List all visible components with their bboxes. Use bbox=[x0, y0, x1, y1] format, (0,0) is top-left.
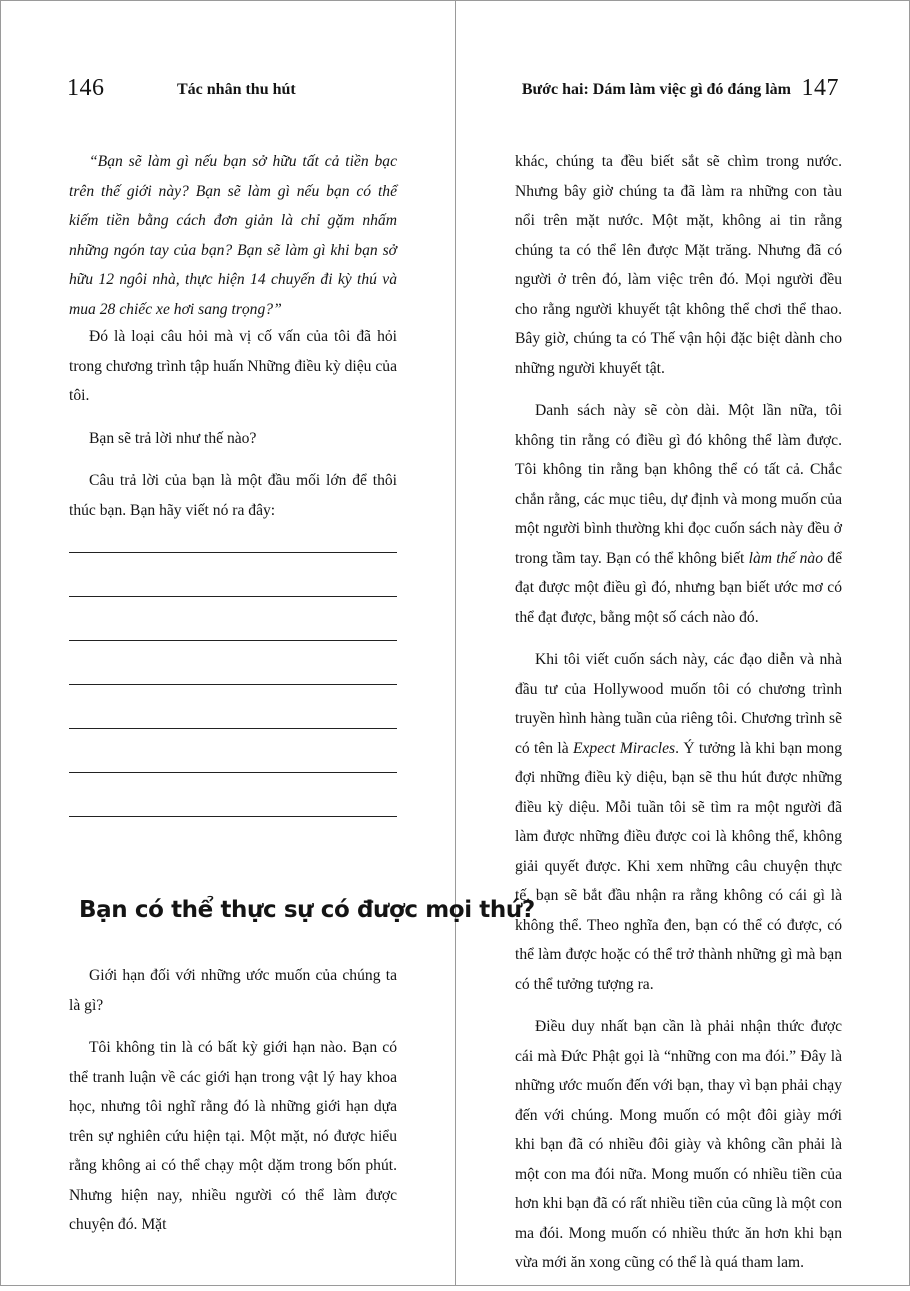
right-page bbox=[457, 1, 909, 1285]
paragraph: Danh sách này sẽ còn dài. Một lần nữa, tôi không tin rằng có điều gì đó không thể làm được. Tôi không tin rằng bạn không thể có tất cả. Chắc chắn rằng, các mục tiêu, dự định và mong muốn của một người bình thường khi đọc cuốn sách này đều ở trong tầm tay. Bạn có thể không biết làm thế nào để đạt được một điều gì đó, nhưng bạn biết ước mơ có thể đạt được, bằng một số cách nào đó. bbox=[515, 402, 842, 626]
paragraph: Tôi không tin là có bất kỳ giới hạn nào. Bạn có thể tranh luận về các giới hạn trong vật lý hay khoa học, nhưng tôi nghĩ rằng đó là những giới hạn dựa trên sự nghiên cứu hiện tại. Một mặt, nó được hiểu rằng không ai có thể chạy một dặm trong bốn phút. Nhưng hiện nay, nhiều người có thể làm được chuyện đó. Mặt bbox=[69, 1039, 397, 1233]
paragraph: Điều duy nhất bạn cần là phải nhận thức được cái mà Đức Phật gọi là “những con ma đói.” Đây là những ước muốn đến với bạn, thay vì bạn phải chạy đến với chúng. Mong muốn có một đôi giày mới khi bạn đã có nhiều đôi giày và không cần phải là một con ma đói nữa. Mong muốn có nhiều tiền của hơn khi bạn đã có rất nhiều tiền của cũng là một con ma đói. Mong muốn có nhiều thức ăn hơn khi bạn vừa mới ăn xong cũng có thể là quá tham lam. bbox=[515, 1018, 842, 1271]
answer-line bbox=[69, 816, 397, 817]
paragraph: Khi tôi viết cuốn sách này, các đạo diễn và nhà đầu tư của Hollywood muốn tôi có chương trình truyền hình hàng tuần của riêng tôi. Chương trình sẽ có tên là Expect Miracles. Ý tưởng là khi bạn mong đợi những điều kỳ diệu, bạn sẽ thu hút được những điều kỳ diệu. Mỗi tuần tôi sẽ tìm ra một người đã làm được những điều được coi là không thể, không giải quyết được. Khi xem những câu chuyện thực tế, bạn sẽ bắt đầu nhận ra rằng không có cái gì là không thể. Theo nghĩa đen, bạn có thể có được, có thể làm được hoặc có thể trở thành những gì mà bạn có thể tưởng tượng ra. bbox=[515, 651, 843, 993]
left-body-text bbox=[69, 322, 397, 538]
answer-line bbox=[69, 684, 397, 685]
page-number: 146 bbox=[67, 75, 105, 101]
answer-line bbox=[69, 596, 397, 597]
page-number: 147 bbox=[801, 75, 839, 101]
answer-lines bbox=[69, 552, 397, 860]
left-page bbox=[1, 1, 535, 1285]
answer-line bbox=[69, 640, 397, 641]
left-page-header bbox=[1, 75, 455, 107]
paragraph: Bạn sẽ trả lời như thế nào? bbox=[89, 429, 257, 447]
answer-line bbox=[69, 552, 397, 553]
quote-paragraph: “Bạn sẽ làm gì nếu bạn sở hữu tất cả tiền bạc trên thế giới này? Bạn sẽ làm gì nếu bạn có thể kiếm tiền bằng cách đơn giản là chỉ gặm nhấm những ngón tay của bạn? Bạn sẽ làm gì khi bạn sở hữu 12 ngôi nhà, thực hiện 14 chuyến đi kỳ thú và mua 28 chiếc xe hơi sang trọng?” bbox=[69, 153, 397, 318]
paragraph: khác, chúng ta đều biết sắt sẽ chìm trong nước. Nhưng bây giờ chúng ta đã làm ra những con tàu nổi trên mặt nước. Một mặt, không ai tin rằng chúng ta có thể lên được Mặt trăng. Nhưng đã có người ở trên đó, làm việc trên đó. Mọi người đều cho rằng người khuyết tật không thể chơi thể thao. Bây giờ, chúng ta có Thế vận hội đặc biệt dành cho những người khuyết tật. bbox=[515, 153, 842, 377]
right-page-header bbox=[457, 75, 909, 107]
paragraph: Giới hạn đối với những ước muốn của chúng ta là gì? bbox=[69, 967, 397, 1014]
answer-line bbox=[69, 772, 397, 773]
opening-quote bbox=[69, 147, 397, 337]
paragraph: Đó là loại câu hỏi mà vị cố vấn của tôi đã hỏi trong chương trình tập huấn Những điều kỳ diệu của tôi. bbox=[69, 328, 397, 404]
section-body-text bbox=[69, 961, 397, 1253]
right-body-text bbox=[515, 147, 842, 1291]
running-title: Tác nhân thu hút bbox=[177, 81, 296, 98]
emphasis: Expect Miracles bbox=[572, 739, 676, 757]
paragraph: Câu trả lời của bạn là một đầu mối lớn để thôi thúc bạn. Bạn hãy viết nó ra đây: bbox=[69, 472, 397, 519]
answer-line bbox=[69, 728, 397, 729]
section-heading: Bạn có thể thực sự có được mọi thứ? bbox=[79, 897, 535, 923]
running-title: Bước hai: Dám làm việc gì đó đáng làm bbox=[521, 81, 791, 98]
emphasis: làm thế nào bbox=[748, 549, 823, 567]
